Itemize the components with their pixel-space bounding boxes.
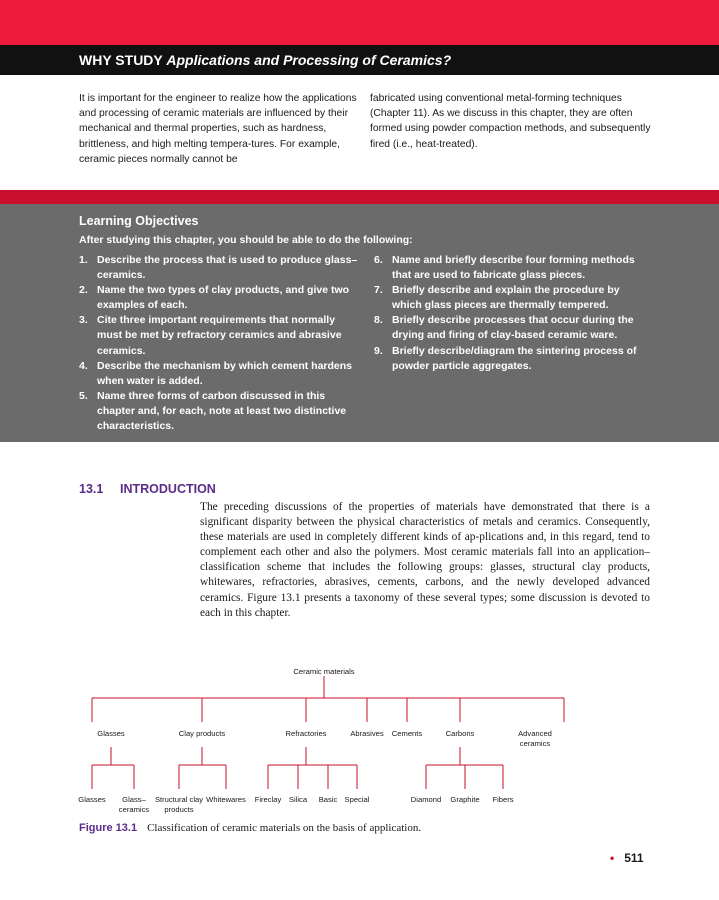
objectives-list-left — [79, 253, 359, 434]
objective-item: 6. Name and briefly describe four forming methods that are used to fabricate glass pieces. — [374, 254, 635, 282]
section-heading — [79, 482, 216, 496]
node-silica: Silica — [288, 795, 308, 804]
node-whitewares: Whitewares — [206, 795, 246, 804]
objective-item: 1. Describe the process that is used to produce glass–ceramics. — [79, 254, 358, 282]
node-special: Special — [344, 795, 370, 804]
figure-caption — [79, 822, 421, 834]
node-root: Ceramic materials — [293, 667, 355, 676]
objectives-list-right — [374, 253, 644, 374]
objective-item: 9. Briefly describe/diagram the sintering process of powder particle aggregates. — [374, 344, 637, 372]
node-fireclay: Fireclay — [254, 795, 282, 804]
introduction-paragraph: The preceding discussions of the properties of materials have demonstrated that there is a significant disparity between the physical characteristics of metals and ceramics. Consequently, these materials are used in completely different kinds of ap-plications and, in this regard, tend to complement each other and also the polymers. Most ceramic materials fall into an application–classification scheme that includes the following groups: glasses, structural clay products, whitewares, refractories, abrasives, cements, carbons, and the newly developed advanced ceramics. Figure 13.1 presents a taxonomy of these several types; some discussion is devoted to each in this chapter. — [200, 501, 650, 619]
node-glasses: Glasses — [97, 729, 125, 738]
page-number: 511 — [624, 851, 644, 865]
objective-item: 3. Cite three important requirements that normally must be met by refractory ceramics and abrasive ceramics. — [79, 314, 342, 357]
learning-objectives-intro: After studying this chapter, you should be able to do the following: — [79, 234, 413, 246]
node-cements: Cements — [391, 729, 423, 738]
footer-bullet: • — [610, 851, 615, 865]
objective-item: 2. Name the two types of clay products, and give two examples of each. — [79, 284, 350, 312]
objective-item: 5. Name three forms of carbon discussed in this chapter and, for each, note at least two distinctive characteristics. — [79, 389, 347, 433]
node-basic: Basic — [318, 795, 338, 804]
learning-objectives-red-band — [0, 190, 719, 204]
objective-item: 7. Briefly describe and explain the procedure by which glass pieces are thermally tempered. — [374, 284, 620, 312]
figure-label: Figure 13.1 — [79, 822, 138, 834]
why-study-header — [0, 45, 719, 75]
connector-lines — [92, 676, 564, 789]
node-structural-clay-products: Structural clay products — [154, 795, 204, 814]
why-study-title: Applications and Processing of Ceramics? — [166, 52, 452, 68]
node-fibers: Fibers — [492, 795, 514, 804]
node-advanced-ceramics: Advanced ceramics — [518, 729, 552, 748]
node-glasses-sub: Glasses — [78, 795, 106, 804]
why-study-prefix: WHY STUDY — [79, 52, 163, 68]
learning-objectives-title: Learning Objectives — [79, 214, 199, 228]
figure-caption-text: Classification of ceramic materials on the basis of application. — [147, 822, 422, 834]
classification-diagram — [0, 655, 719, 820]
why-study-text-right: fabricated using conventional metal-forming techniques (Chapter 11). As we discuss in this chapter, they are often formed using powder compaction methods, and subsequently fired (i.e., heat-treated). — [370, 93, 651, 150]
node-graphite: Graphite — [450, 795, 480, 804]
objective-item: 4. Describe the mechanism by which cement hardens when water is added. — [79, 359, 353, 387]
page-footer — [610, 851, 644, 865]
node-clay-products: Clay products — [178, 729, 226, 738]
why-study-text-left: It is important for the engineer to realize how the applications and processing of ceramic materials are influenced by their mechanical and thermal properties, such as hardness, brittleness, and high melting tempera-tures. For example, ceramic pieces normally cannot be — [79, 93, 357, 165]
learning-objectives-box — [0, 204, 719, 442]
section-number: 13.1 — [79, 482, 104, 496]
node-diamond: Diamond — [410, 795, 442, 804]
objective-item: 8. Briefly describe processes that occur during the drying and firing of clay-based ceramic ware. — [374, 314, 634, 342]
node-glass-ceramics: Glass–ceramics — [118, 795, 150, 814]
node-refractories: Refractories — [285, 729, 327, 738]
node-carbons: Carbons — [445, 729, 475, 738]
top-red-band — [0, 0, 719, 45]
node-abrasives: Abrasives — [350, 729, 384, 738]
section-title: INTRODUCTION — [120, 482, 216, 496]
